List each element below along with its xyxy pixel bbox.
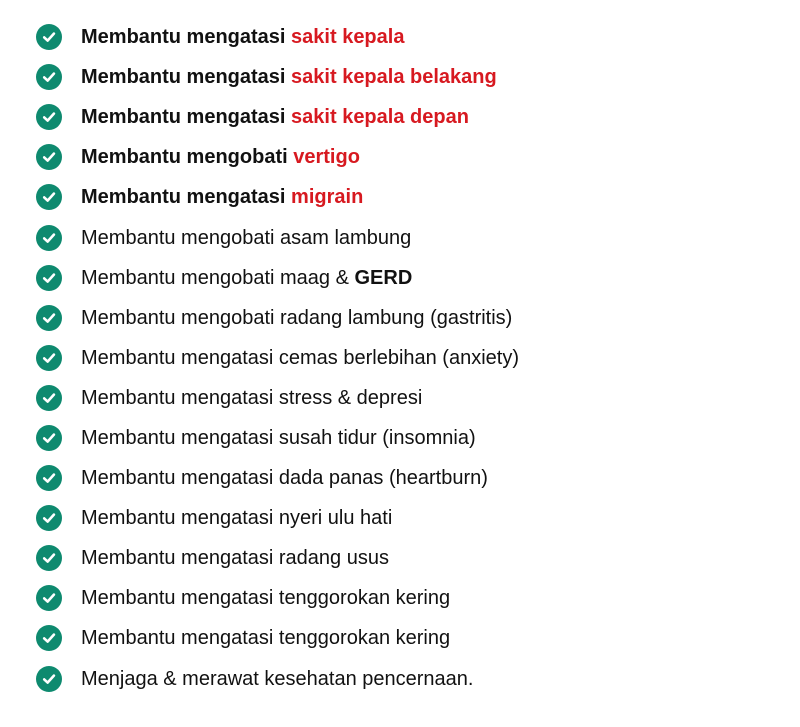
check-circle-icon (36, 666, 62, 692)
item-prefix: Membantu mengobati asam lambung (81, 226, 412, 249)
item-prefix: Membantu mengobati (81, 146, 294, 169)
list-item (36, 258, 800, 298)
item-prefix: Membantu mengatasi radang usus (81, 547, 389, 570)
item-highlight: sakit kepala (291, 26, 405, 49)
list-item (36, 97, 800, 137)
item-text (81, 306, 512, 330)
check-circle-icon (36, 425, 62, 451)
item-text (81, 506, 392, 530)
list-item (36, 378, 800, 418)
item-prefix: Membantu mengatasi (81, 106, 292, 129)
item-prefix: Membantu mengatasi nyeri ulu hati (81, 507, 393, 530)
item-prefix: Menjaga & merawat kesehatan pencernaan. (81, 667, 474, 690)
check-circle-icon (36, 505, 62, 531)
list-item (36, 177, 800, 217)
check-circle-icon (36, 625, 62, 651)
item-text (81, 466, 488, 490)
list-item (36, 538, 800, 578)
check-circle-icon (36, 225, 62, 251)
list-item (36, 57, 800, 97)
item-text (81, 266, 412, 290)
item-highlight: sakit kepala depan (291, 106, 469, 129)
check-circle-icon (36, 144, 62, 170)
item-prefix: Membantu mengatasi stress & depresi (81, 386, 423, 409)
check-circle-icon (36, 184, 62, 210)
item-text (81, 65, 497, 89)
item-prefix: Membantu mengatasi susah tidur (insomnia) (81, 426, 476, 449)
list-item (36, 578, 800, 618)
check-circle-icon (36, 345, 62, 371)
check-circle-icon (36, 64, 62, 90)
item-prefix: Membantu mengatasi (81, 26, 292, 49)
check-circle-icon (36, 465, 62, 491)
item-prefix: Membantu mengatasi tenggorokan kering (81, 587, 451, 610)
item-text (81, 667, 473, 691)
item-text (81, 546, 389, 570)
item-prefix: Membantu mengobati maag & (81, 266, 355, 289)
item-prefix: Membantu mengatasi tenggorokan kering (81, 627, 451, 650)
check-circle-icon (36, 305, 62, 331)
item-text (81, 586, 450, 610)
item-text (81, 185, 363, 209)
check-circle-icon (36, 265, 62, 291)
list-item (36, 17, 800, 57)
item-prefix: Membantu mengatasi cemas berlebihan (anxiety) (81, 346, 519, 369)
item-text (81, 626, 450, 650)
list-item (36, 137, 800, 177)
item-prefix: Membantu mengatasi (81, 66, 292, 89)
item-text (81, 145, 360, 169)
check-circle-icon (36, 545, 62, 571)
item-text (81, 386, 422, 410)
item-text (81, 346, 519, 370)
item-strong: GERD (354, 266, 413, 289)
list-item (36, 458, 800, 498)
list-item (36, 338, 800, 378)
item-prefix: Membantu mengatasi (81, 186, 292, 209)
item-text (81, 226, 411, 250)
item-text (81, 105, 469, 129)
list-item (36, 618, 800, 658)
item-prefix: Membantu mengatasi dada panas (heartburn) (81, 467, 488, 490)
list-item (36, 659, 800, 699)
item-highlight: vertigo (293, 146, 360, 169)
item-highlight: migrain (291, 186, 364, 209)
check-circle-icon (36, 385, 62, 411)
check-circle-icon (36, 585, 62, 611)
item-text (81, 25, 404, 49)
check-circle-icon (36, 104, 62, 130)
item-prefix: Membantu mengobati radang lambung (gastritis) (81, 306, 513, 329)
list-item (36, 498, 800, 538)
list-item (36, 418, 800, 458)
item-highlight: sakit kepala belakang (291, 66, 497, 89)
list-item (36, 217, 800, 257)
check-circle-icon (36, 24, 62, 50)
list-item (36, 298, 800, 338)
item-text (81, 426, 476, 450)
